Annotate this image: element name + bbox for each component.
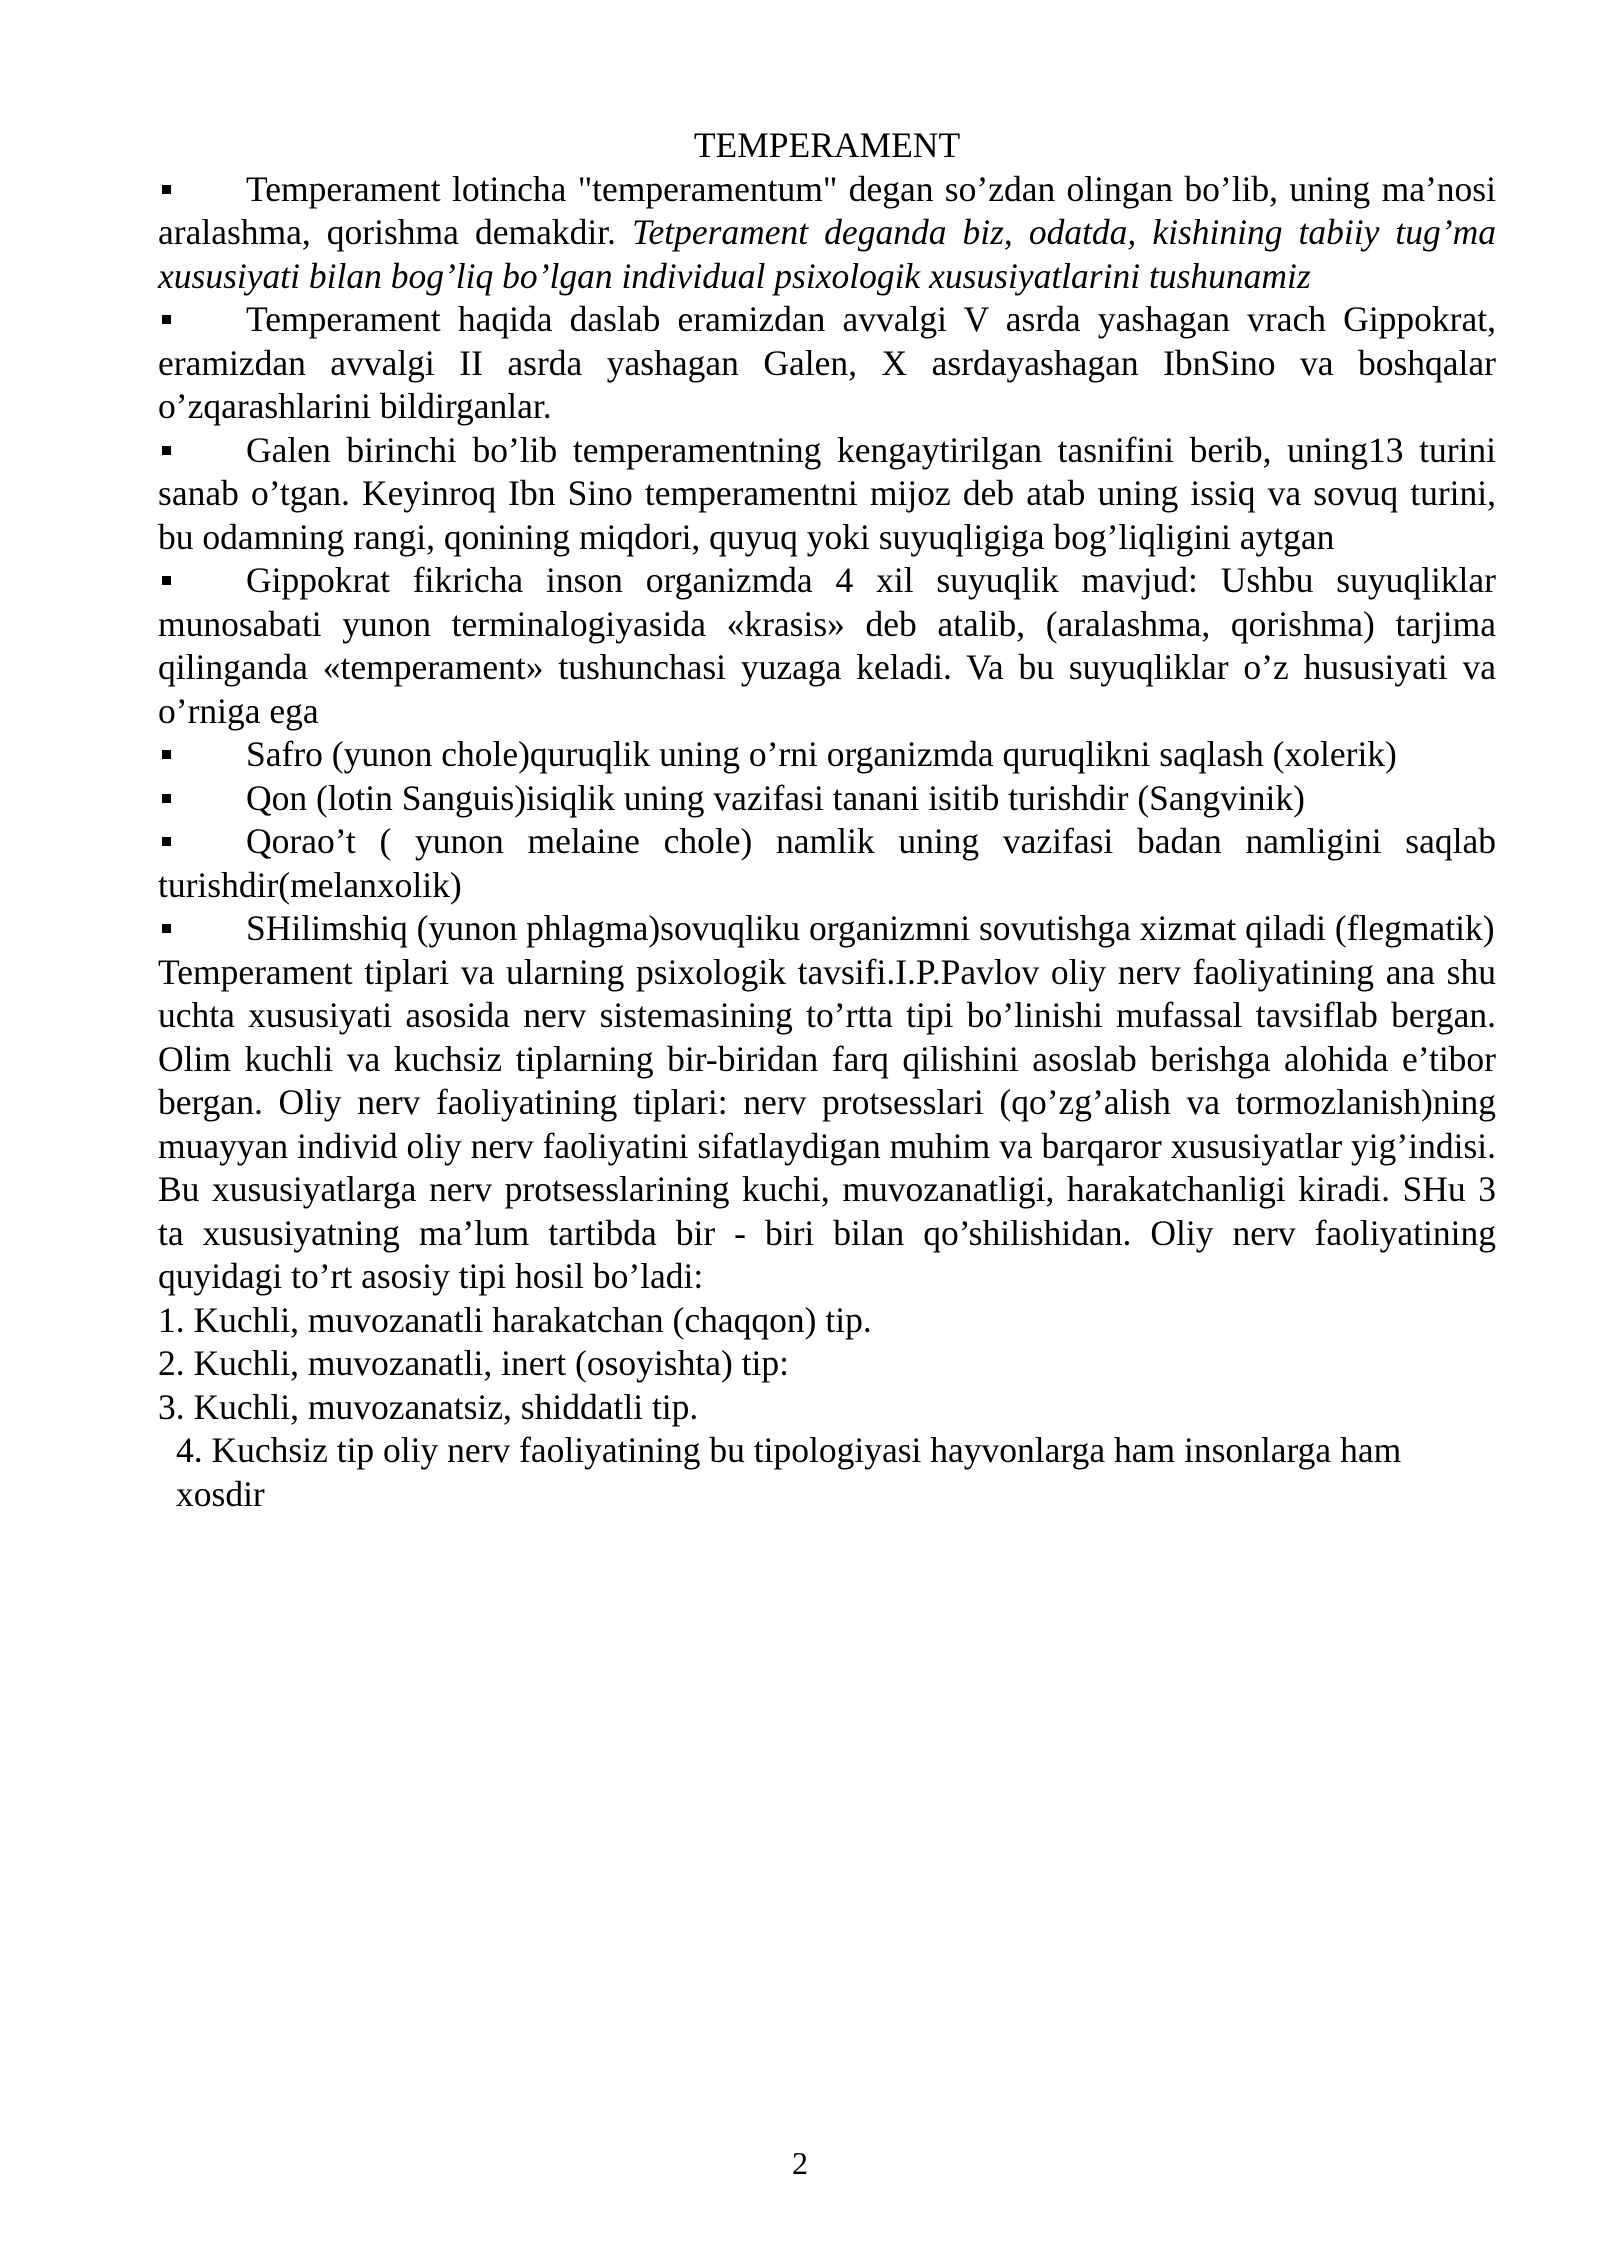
- numbered-item: 2. Kuchli, muvozanatli, inert (osoyishta) tip:: [158, 1343, 789, 1383]
- page-title: TEMPERAMENT: [693, 125, 961, 165]
- bullet-item: [158, 820, 1496, 907]
- body-paragraph: Temperament tiplari va ularning psixologik tavsifi.I.P.Pavlov oliy nerv faoliyatining ana shu uchta xususiyati asosida nerv sistemasining to’rtta tipi bo’linishi mufassal tavsiflab bergan. Olim kuchli va kuchsiz tiplarning bir-biridan farq qilishini asoslab berishga alohida e’tibor bergan. Oliy nerv faoliyatining tiplari: nerv protsesslari (qo’zg’alish va tormozlanish)ning muayyan individ oliy nerv faoliyatini sifatlaydigan muhim va barqaror xususiyatlar yig’indisi. Bu xususiyatlarga nerv protsesslarining kuchi, muvozanatligi, harakatchanligi kiradi. SHu 3 ta xususiyatning ma’lum tartibda bir - biri bilan qo’shilishidan. Oliy nerv faoliyatining quyidagi to’rt asosiy tipi hosil bo’ladi:: [158, 951, 1496, 1296]
- bullet-text: Temperament lotincha "temperamentum" degan so’zdan olingan bo’lib, uning ma’nosi aralashma, qorishma demakdir.: [158, 168, 1496, 252]
- bullet-text: Qorao’t ( yunon melaine chole) namlik uning vazifasi badan namligini saqlab turishdir(melanxolik): [158, 821, 1496, 905]
- bullet-square-icon: [162, 794, 171, 803]
- bullet-item: [158, 777, 1496, 821]
- bullet-text: Galen birinchi bo’lib temperamentning kengaytirilgan tasnifini berib, uning13 turini sanab o’tgan. Keyinroq Ibn Sino temperamentni mijoz deb atab uning issiq va sovuq turini, bu odamning rangi, qonining miqdori, quyuq yoki suyuqligiga bog’liqligini aytgan: [158, 429, 1496, 557]
- page-number: 2: [792, 2145, 808, 2181]
- bullet-item: [158, 298, 1496, 429]
- bullet-italic-text: Tetperament deganda biz, odatda, kishining tabiiy tug’ma xususiyati bilan bog’liq bo’lgan individual psixologik xususiyatlarini tushunamiz: [158, 212, 1496, 296]
- bullet-square-icon: [162, 185, 171, 194]
- bullet-square-icon: [162, 446, 171, 455]
- bullet-item: [158, 907, 1496, 951]
- bullet-text: Temperament haqida daslab eramizdan avvalgi V asrda yashagan vrach Gippokrat, eramizdan avvalgi II asrda yashagan Galen, X asrdayashagan IbnSino va boshqalar o’zqarashlarini bildirganlar.: [158, 299, 1496, 426]
- numbered-item: 1. Kuchli, muvozanatli harakatchan (chaqqon) tip.: [158, 1299, 872, 1340]
- bullet-item: [158, 733, 1496, 777]
- bullet-text: Safro (yunon chole)quruqlik uning o’rni organizmda quruqlikni saqlash (xolerik): [246, 734, 1397, 774]
- bullet-square-icon: [162, 576, 171, 585]
- bullet-item: [158, 168, 1496, 299]
- bullet-text: Gippokrat fikricha inson organizmda 4 xil suyuqlik mavjud: Ushbu suyuqliklar munosabati yunon terminalogiyasida «krasis» deb atalib, (aralashma, qorishma) tarjima qilinganda «temperament» tushunchasi yuzaga keladi. Va bu suyuqliklar o’z hususiyati va o’rniga ega: [158, 560, 1496, 731]
- page-content: [158, 124, 1496, 1516]
- numbered-item: 3. Kuchli, muvozanatsiz, shiddatli tip.: [158, 1386, 699, 1427]
- numbered-item: 4. Kuchsiz tip oliy nerv faoliyatining bu tipologiyasi hayvonlarga ham insonlarga ham xosdir: [176, 1430, 1402, 1514]
- bullet-text: Qon (lotin Sanguis)isiqlik uning vazifasi tanani isitib turishdir (Sangvinik): [246, 777, 1305, 818]
- bullet-square-icon: [162, 750, 171, 759]
- bullet-item: [158, 429, 1496, 560]
- bullet-square-icon: [162, 924, 171, 933]
- bullet-square-icon: [162, 315, 171, 324]
- bullet-item: [158, 559, 1496, 733]
- bullet-square-icon: [162, 837, 171, 846]
- bullet-text: SHilimshiq (yunon phlagma)sovuqliku organizmni sovutishga xizmat qiladi (flegmatik): [246, 908, 1495, 948]
